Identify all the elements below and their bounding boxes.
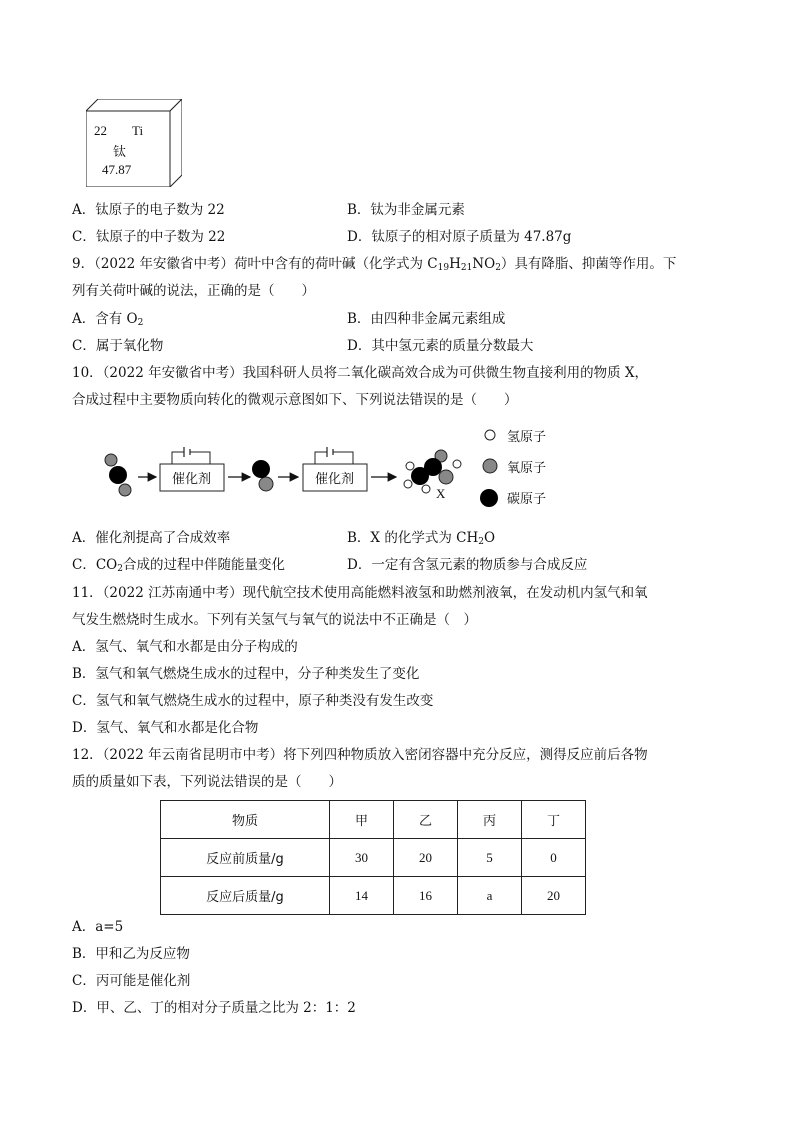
q11-stem-line1: 11．（2022 江苏南通中考）现代航空技术使用高能燃料液氢和助燃剂液氧，在发动机内氢气和氧 [72,585,648,601]
x-label: X [436,486,446,501]
table-header-cell: 甲 [330,801,394,839]
legend-oxygen-label: 氧原子 [507,461,547,476]
cube-outline [86,99,182,187]
q9-stem-line1: 9．（2022 年安徽省中考）荷叶中含有的荷叶碱（化学式为 $C_{19}H_{21}NO_2$）具有降脂、抑菌等作用。下 [72,256,677,273]
q9-option-a: A．含有 $O_2$ [72,311,144,328]
table-header-row [161,801,586,839]
table-cell: 0 [522,839,586,877]
catalyst-label-1: 催化剂 [172,472,212,487]
table-header-cell: 丁 [522,801,586,839]
q8-option-d: D．钛原子的相对原子质量为 47.87g [347,229,572,245]
q11-option-b: B．氢气和氧气燃烧生成水的过程中，分子种类发生了变化 [72,666,420,682]
legend-carbon-label: 碳原子 [507,492,547,507]
legend-hydrogen-label: 氢原子 [507,430,547,445]
table-cell: 20 [522,877,586,915]
table-row [161,839,586,877]
legend-carbon-atom [480,489,498,507]
q9-stem-line2: 列有关荷叶碱的说法，正确的是（ ） [72,283,315,299]
catalyst-label-2: 催化剂 [315,472,355,487]
q11-stem-line2: 气发生燃烧时生成水。下列有关氢气与氧气的说法中不正确是（ ） [72,612,477,628]
mass-table [160,800,586,915]
table-header-cell: 乙 [394,801,458,839]
q10-option-c: C．$CO_2$合成的过程中伴随能量变化 [72,557,285,574]
q12-option-c: C．丙可能是催化剂 [72,973,191,989]
reaction-diagram [100,418,560,518]
x-molecule [404,450,461,493]
q12-option-a: A．a=5 [72,919,124,935]
q8-option-c: C．钛原子的中子数为 22 [72,229,226,245]
legend-oxygen-atom [483,459,497,473]
table-cell: 反应前质量/g [161,839,330,877]
table-cell: 20 [394,839,458,877]
q11-option-c: C．氢气和氧气燃烧生成水的过程中，原子种类没有发生改变 [72,693,434,709]
table-cell: 30 [330,839,394,877]
co-molecule [252,460,273,491]
q12-stem-line2: 质的质量如下表，下列说法错误的是（ ） [72,774,342,790]
table-cell: 16 [394,877,458,915]
q12-option-b: B．甲和乙为反应物 [72,946,190,962]
table-cell: 14 [330,877,394,915]
q10-stem-line1: 10．（2022 年安徽省中考）我国科研人员将二氧化碳高效合成为可供微生物直接利用的物质 X， [72,365,648,381]
q12-stem-line1: 12．（2022 年云南省昆明市中考）将下列四种物质放入密闭容器中充分反应，测得反应前后各物 [72,747,648,763]
legend-hydrogen-atom [485,430,495,440]
atomic-number: 22 [94,123,107,138]
element-symbol: Ti [132,123,144,138]
co2-molecule [105,454,131,496]
element-name: 钛 [113,145,127,160]
q10-option-d: D．一定有含氢元素的物质参与合成反应 [347,557,588,573]
table-cell: 反应后质量/g [161,877,330,915]
table-cell: a [458,877,522,915]
element-tile [86,99,182,187]
q9-option-c: C．属于氧化物 [72,338,164,354]
table-row [161,877,586,915]
q10-option-b: B．X 的化学式为 $CH_2O$ [347,530,496,547]
atomic-mass: 47.87 [102,162,132,177]
table-header-cell: 物质 [161,801,330,839]
q9-option-d: D．其中氢元素的质量分数最大 [347,338,534,354]
q9-option-b: B．由四种非金属元素组成 [347,311,506,327]
q12-option-d: D．甲、乙、丁的相对分子质量之比为 2：1：2 [72,1000,356,1016]
q8-option-a: A．钛原子的电子数为 22 [72,202,225,218]
q11-option-a: A．氢气、氧气和水都是由分子构成的 [72,639,298,655]
q8-option-b: B．钛为非金属元素 [347,202,465,218]
q11-option-d: D．氢气、氧气和水都是化合物 [72,720,259,736]
table-cell: 5 [458,839,522,877]
table-header-cell: 丙 [458,801,522,839]
q10-option-a: A．催化剂提高了合成效率 [72,530,231,546]
q10-stem-line2: 合成过程中主要物质向转化的微观示意图如下、下列说法错误的是（ ） [72,392,518,408]
